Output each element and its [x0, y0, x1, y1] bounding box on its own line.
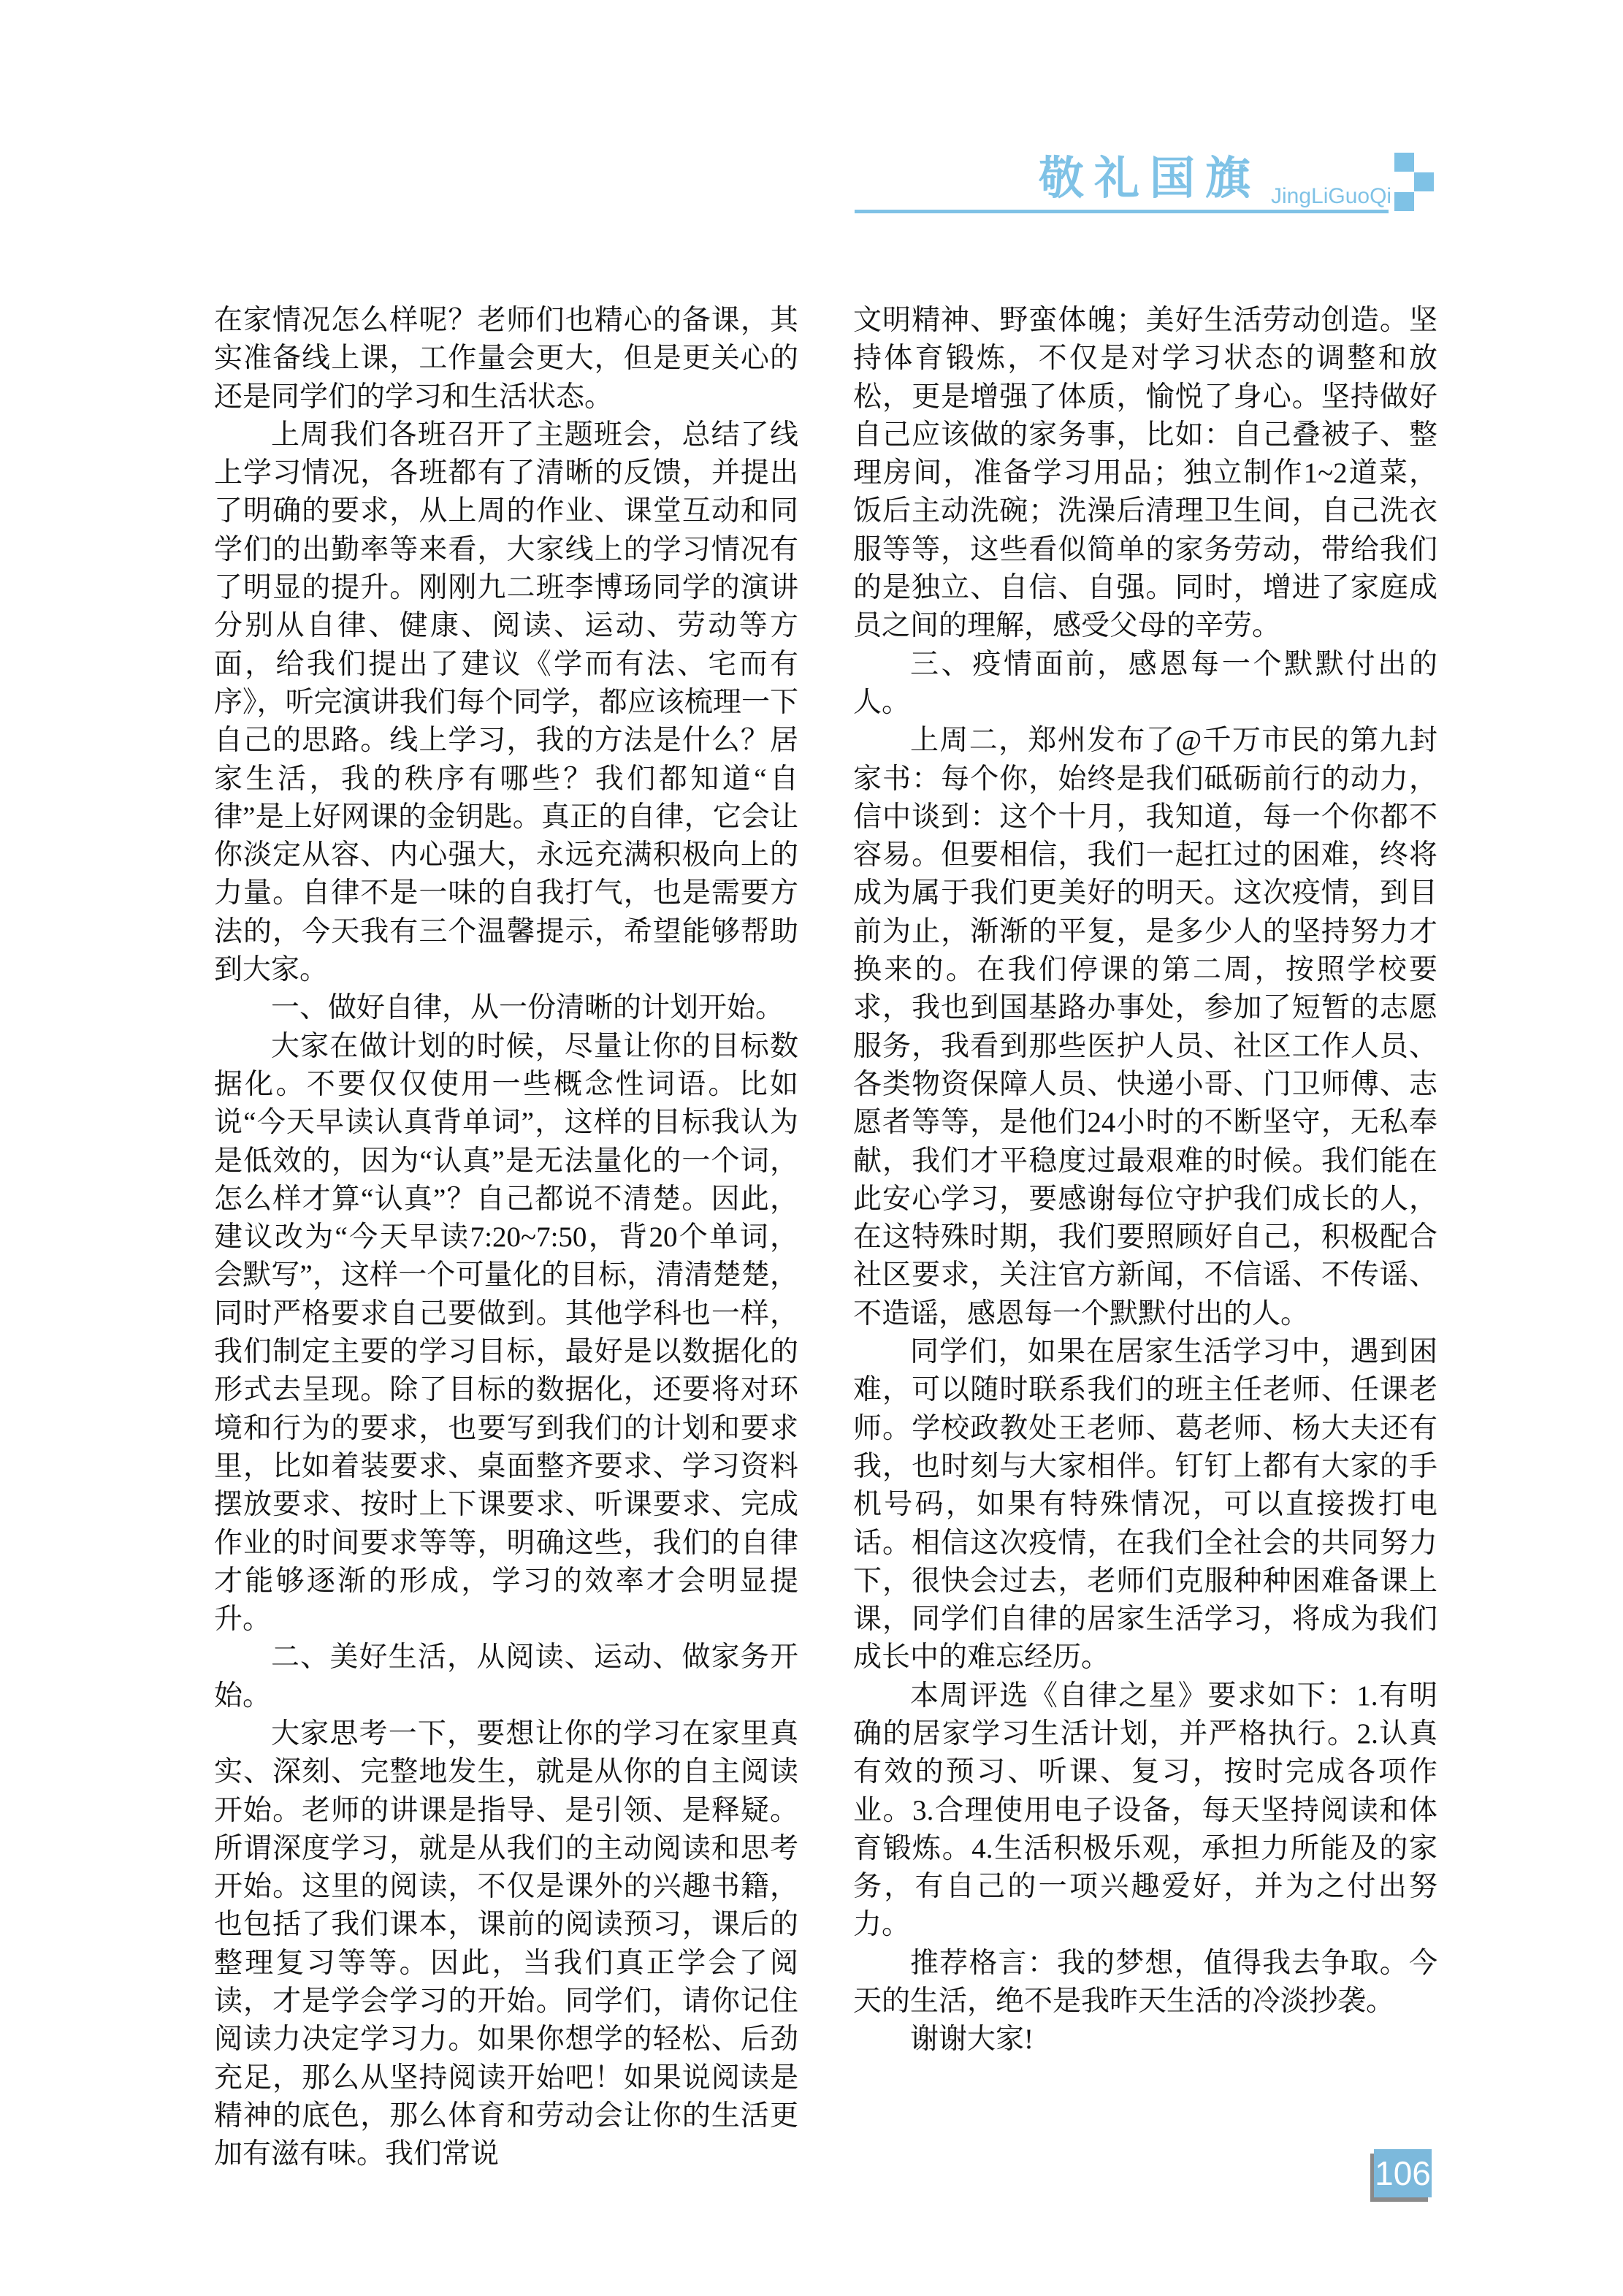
paragraph: 谢谢大家! [910, 2024, 1034, 2056]
paragraph: 三、疫情面前，感恩每一个默默付出的人。 [853, 648, 1437, 718]
paragraph: 本周评选《自律之星》要求如下：1.有明确的居家学习生活计划，并严格执行。2.认真有效的预习、听课、复习，按时完成各项作业。3.合理使用电子设备，每天坚持阅读和体育锻炼。4.生活积极乐观，承担力所能及的家务，有自己的一项兴趣爱好，并为之付出努力。 [853, 1679, 1437, 1941]
paragraph: 大家思考一下，要想让你的学习在家里真实、深刻、完整地发生，就是从你的自主阅读开始。老师的讲课是指导、是引领、是释疑。所谓深度学习，就是从我们的主动阅读和思考开始。这里的阅读，不仅是课外的兴趣书籍，也包括了我们课本，课前的阅读预习，课后的整理复习等等。因此，当我们真正学会了阅读，才是学会学习的开始。同学们，请你记住阅读力决定学习力。如果你想学的轻松、后劲充足，那么从坚持阅读开始吧！如果说阅读是精神的底色，那么体育和劳动会让你的生活更加有滋有味。我们常说 [214, 1717, 798, 2170]
paragraph: 上周我们各班召开了主题班会，总结了线上学习情况，各班都有了清晰的反馈，并提出了明确的要求，从上周的作业、课堂互动和同学们的出勤率等来看，大家线上的学习情况有了明显的提升。刚刚九二班李博玚同学的演讲分别从自律、健康、阅读、运动、劳动等方面，给我们提出了建议《学而有法、宅而有序》，听完演讲我们每个同学，都应该梳理一下自己的思路。线上学习，我的方法是什么？居家生活，我的秩序有哪些？我们都知道“自律”是上好网课的金钥匙。真正的自律，它会让你淡定从容、内心强大，永远充满积极向上的力量。自律不是一味的自我打气，也是需要方法的，今天我有三个温馨提示，希望能够帮助到大家。 [214, 419, 798, 986]
decor-square-icon [1414, 172, 1434, 191]
paragraph: 二、美好生活，从阅读、运动、做家务开始。 [214, 1641, 798, 1712]
decor-square-icon [1394, 153, 1414, 172]
page-title: 敬礼国旗 [1039, 153, 1261, 204]
paragraph: 大家在做计划的时候，尽量让你的目标数据化。不要仅仅使用一些概念性词语。比如说“今天早读认真背单词”，这样的目标我认为是低效的，因为“认真”是无法量化的一个词，怎么样才算“认真”？自己都说不清楚。因此，建议改为“今天早读7:20~7:50，背20个单词，会默写”，这样一个可量化的目标，清清楚楚，同时严格要求自己要做到。其他学科也一样，我们制定主要的学习目标，最好是以数据化的形式去呈现。除了目标的数据化，还要将对环境和行为的要求，也要写到我们的计划和要求里，比如着装要求、桌面整齐要求、学习资料摆放要求、按时上下课要求、听课要求、完成作业的时间要求等等，明确这些，我们的自律才能够逐渐的形成，学习的效率才会明显提升。 [214, 1030, 798, 1636]
right-column [853, 302, 1437, 2059]
paragraph: 文明精神、野蛮体魄；美好生活劳动创造。坚持体育锻炼，不仅是对学习状态的调整和放松，更是增强了体质，愉悦了身心。坚持做好自己应该做的家务事，比如：自己叠被子、整理房间，准备学习用品；独立制作1~2道菜，饭后主动洗碗；洗澡后清理卫生间，自己洗衣服等等，这些看似简单的家务劳动，带给我们的是独立、自信、自强。同时，增进了家庭成员之间的理解，感受父母的辛劳。 [853, 305, 1437, 642]
paragraph: 上周二，郑州发布了@千万市民的第九封家书：每个你，始终是我们砥砺前行的动力，信中谈到：这个十月，我知道，每一个你都不容易。但要相信，我们一起扛过的困难，终将成为属于我们更美好的明天。这次疫情，到目前为止，渐渐的平复，是多少人的坚持努力才换来的。在我们停课的第二周，按照学校要求，我也到国基路办事处，参加了短暂的志愿服务，我看到那些医护人员、社区工作人员、各类物资保障人员、快递小哥、门卫师傅、志愿者等等，是他们24小时的不断坚守，无私奉献，我们才平稳度过最艰难的时候。我们能在此安心学习，要感谢每位守护我们成长的人，在这特殊时期，我们要照顾好自己，积极配合社区要求，关注官方新闻，不信谣、不传谣、不造谣，感恩每一个默默付出的人。 [853, 725, 1437, 1330]
paragraph: 一、做好自律，从一份清晰的计划开始。 [271, 992, 784, 1024]
paragraph: 在家情况怎么样呢？老师们也精心的备课，其实准备线上课，工作量会更大，但是更关心的还是同学们的学习和生活状态。 [214, 305, 798, 413]
decor-square-icon [1394, 192, 1414, 211]
page-number: 106 [1375, 2154, 1431, 2192]
header-rule [855, 210, 1389, 213]
left-column [214, 302, 798, 2174]
page-number-badge [1374, 2149, 1432, 2197]
page-title-pinyin: JingLiGuoQi [1271, 184, 1392, 208]
paragraph: 同学们，如果在居家生活学习中，遇到困难，可以随时联系我们的班主任老师、任课老师。学校政教处王老师、葛老师、杨大夫还有我，也时刻与大家相伴。钉钉上都有大家的手机号码，如果有特殊情况，可以直接拨打电话。相信这次疫情，在我们全社会的共同努力下，很快会过去，老师们克服种种困难备课上课，同学们自律的居家生活学习，将成为我们成长中的难忘经历。 [853, 1336, 1437, 1674]
paragraph: 推荐格言：我的梦想，值得我去争取。今天的生活，绝不是我昨天生活的冷淡抄袭。 [853, 1947, 1437, 2018]
